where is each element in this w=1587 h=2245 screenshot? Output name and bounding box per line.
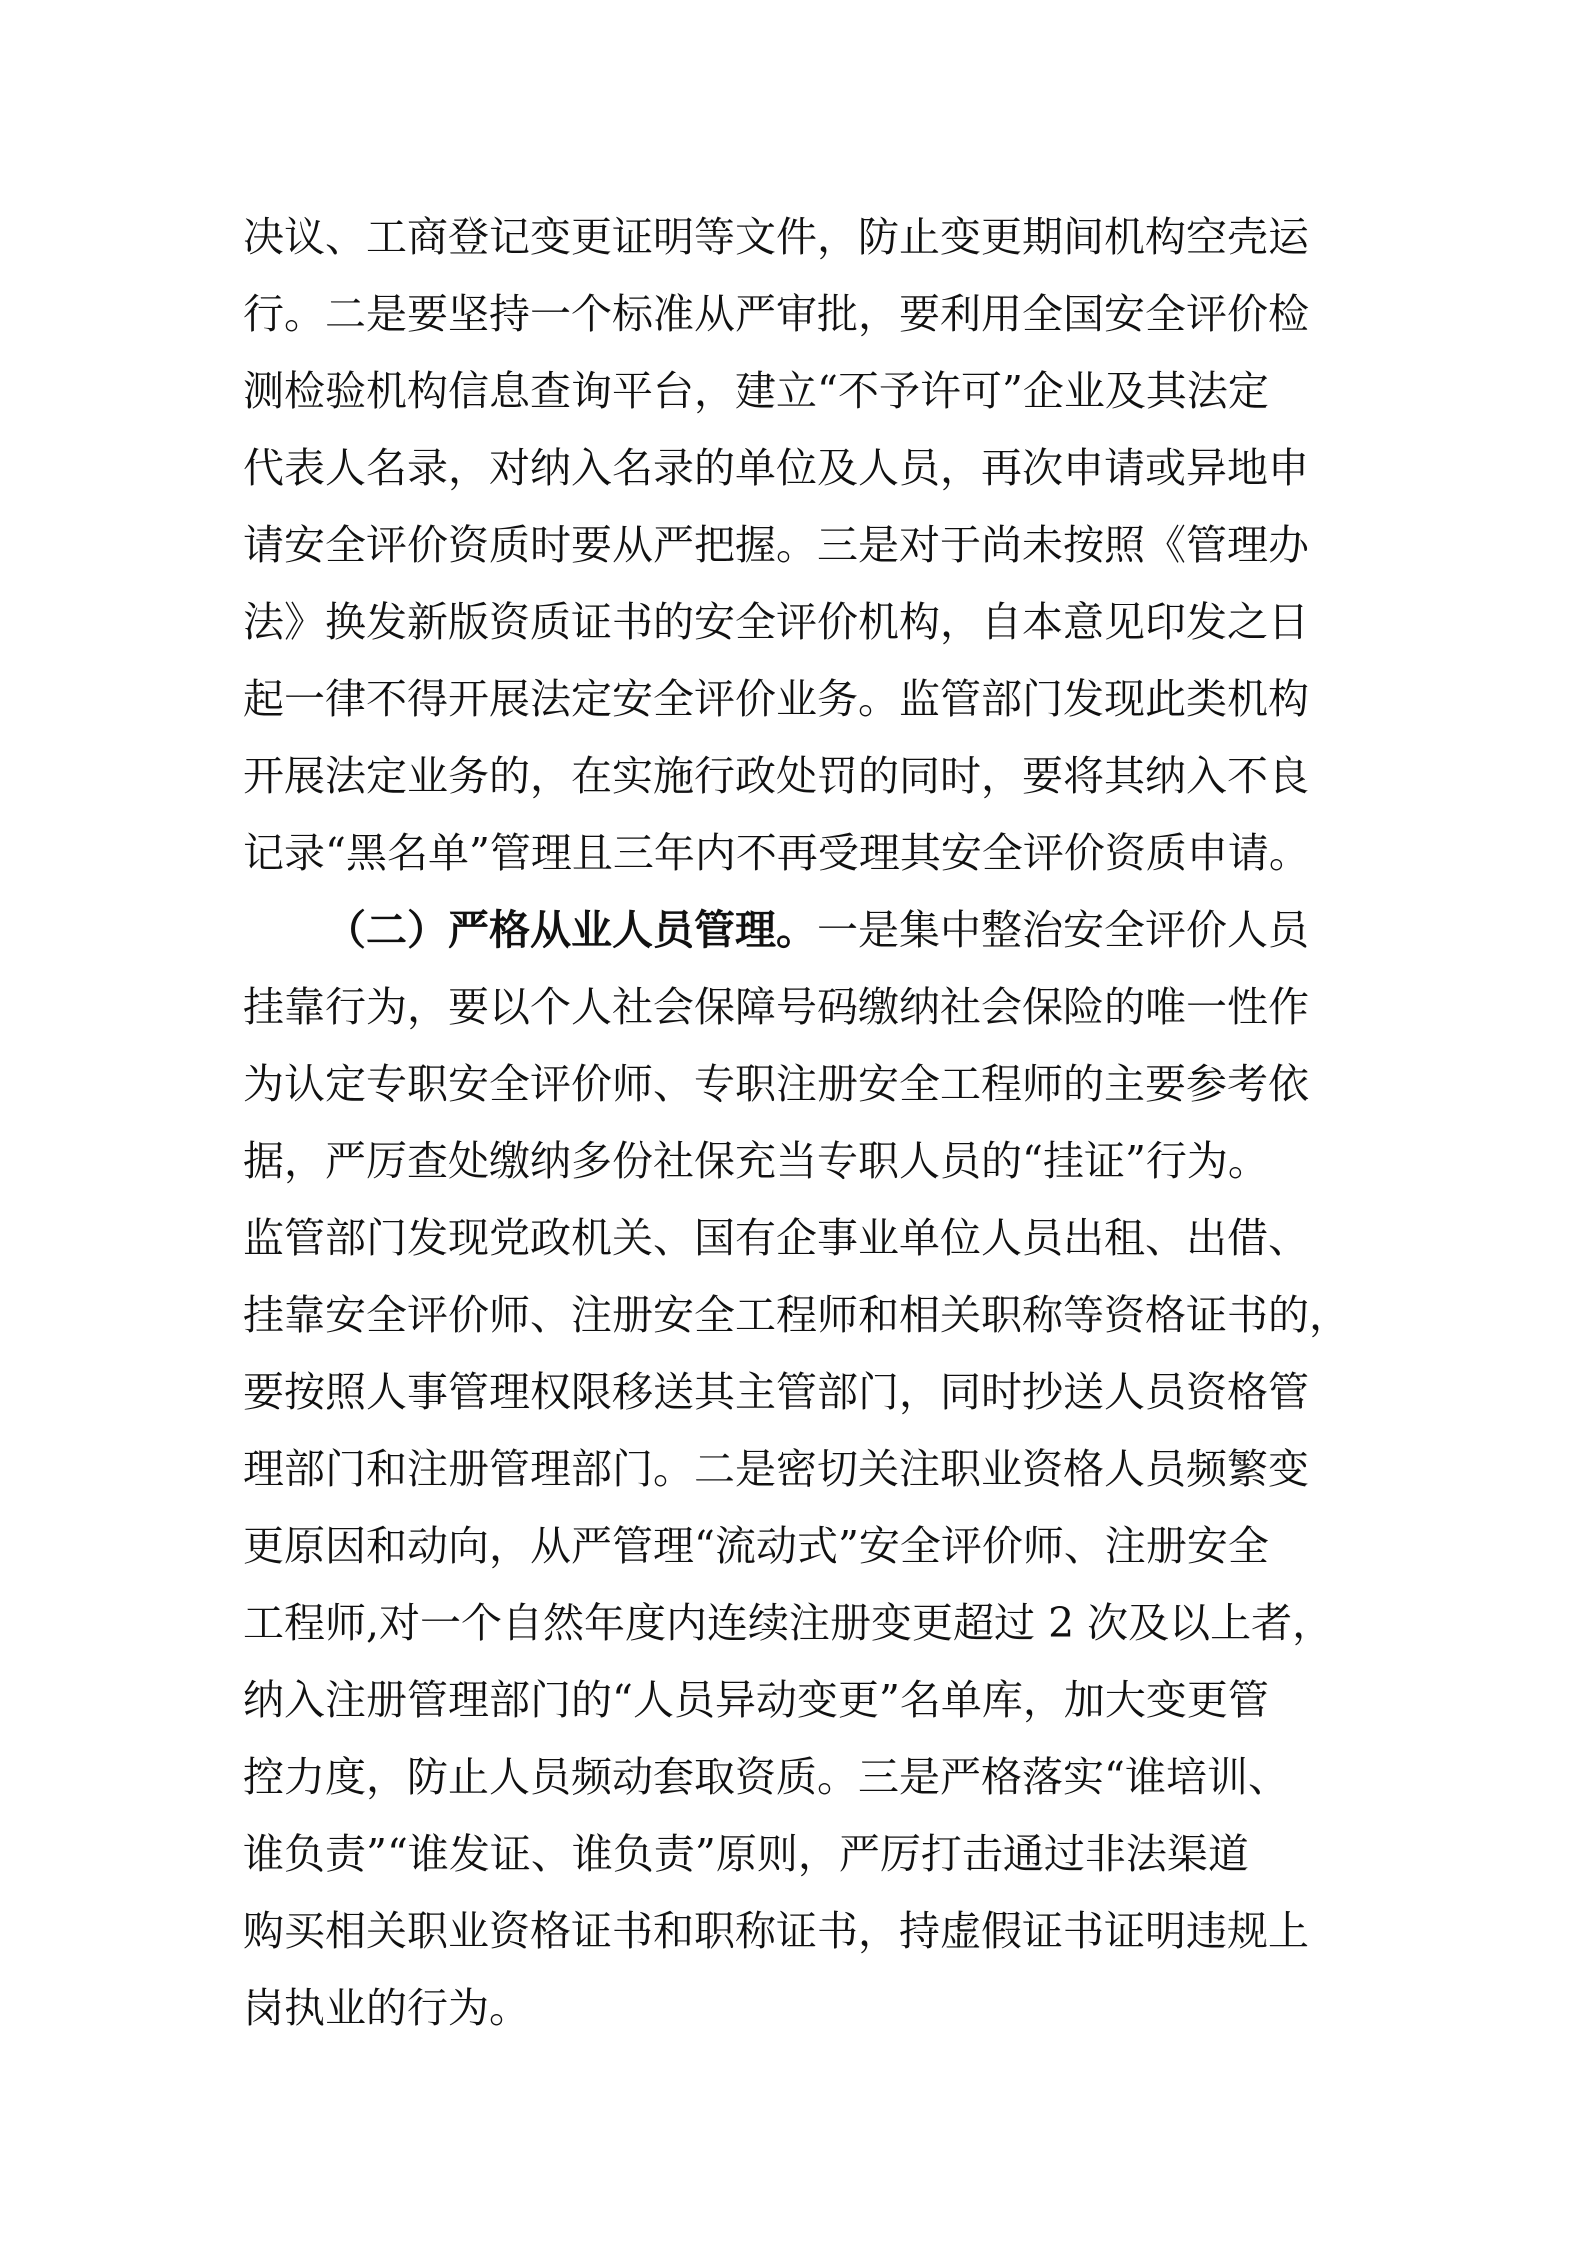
paragraph-line: 开展法定业务的，在实施行政处罚的同时，要将其纳入不良	[243, 752, 1309, 800]
paragraph-line: 购买相关职业资格证书和职称证书，持虚假证书证明违规上	[243, 1907, 1309, 1955]
paragraph-line: 行。二是要坚持一个标准从严审批，要利用全国安全评价检	[243, 290, 1309, 338]
paragraph-line: 要按照人事管理权限移送其主管部门，同时抄送人员资格管	[243, 1368, 1309, 1416]
section-text: 一是集中整治安全评价人员	[817, 906, 1309, 954]
paragraph-line: 理部门和注册管理部门。二是密切关注职业资格人员频繁变	[243, 1445, 1309, 1493]
paragraph-line: 控力度，防止人员频动套取资质。三是严格落实“谁培训、	[243, 1753, 1289, 1801]
paragraph-line: 工程师,对一个自然年度内连续注册变更超过 2 次及以上者，	[243, 1599, 1334, 1647]
paragraph-line: 为认定专职安全评价师、专职注册安全工程师的主要参考依	[243, 1060, 1309, 1108]
paragraph-line: 挂靠安全评价师、注册安全工程师和相关职称等资格证书的，	[243, 1291, 1350, 1339]
paragraph-line: 记录“黑名单”管理且三年内不再受理其安全评价资质申请。	[243, 829, 1310, 877]
paragraph-line: 法》换发新版资质证书的安全评价机构，自本意见印发之日	[243, 598, 1309, 646]
paragraph-line: 监管部门发现党政机关、国有企事业单位人员出租、出借、	[243, 1214, 1309, 1262]
paragraph-line: 代表人名录，对纳入名录的单位及人员，再次申请或异地申	[243, 444, 1309, 492]
paragraph-line: 据，严厉查处缴纳多份社保充当专职人员的“挂证”行为。	[243, 1137, 1269, 1185]
paragraph-line: 决议、工商登记变更证明等文件，防止变更期间机构空壳运	[243, 213, 1309, 261]
paragraph-line: 请安全评价资质时要从严把握。三是对于尚未按照《管理办	[243, 521, 1309, 569]
section-heading: （二）严格从业人员管理。	[325, 906, 817, 954]
paragraph-line: 谁负责”“谁发证、谁负责”原则，严厉打击通过非法渠道	[243, 1830, 1249, 1878]
paragraph-line: 测检验机构信息查询平台，建立“不予许可”企业及其法定	[243, 367, 1269, 415]
paragraph-line: 更原因和动向，从严管理“流动式”安全评价师、注册安全	[243, 1522, 1269, 1570]
paragraph-line: 纳入注册管理部门的“人员异动变更”名单库，加大变更管	[243, 1676, 1269, 1724]
paragraph-line: 挂靠行为，要以个人社会保障号码缴纳社会保险的唯一性作	[243, 983, 1309, 1031]
paragraph-line: 岗执业的行为。	[243, 1984, 530, 2032]
section-line	[325, 900, 1309, 960]
paragraph-line: 起一律不得开展法定安全评价业务。监管部门发现此类机构	[243, 675, 1309, 723]
